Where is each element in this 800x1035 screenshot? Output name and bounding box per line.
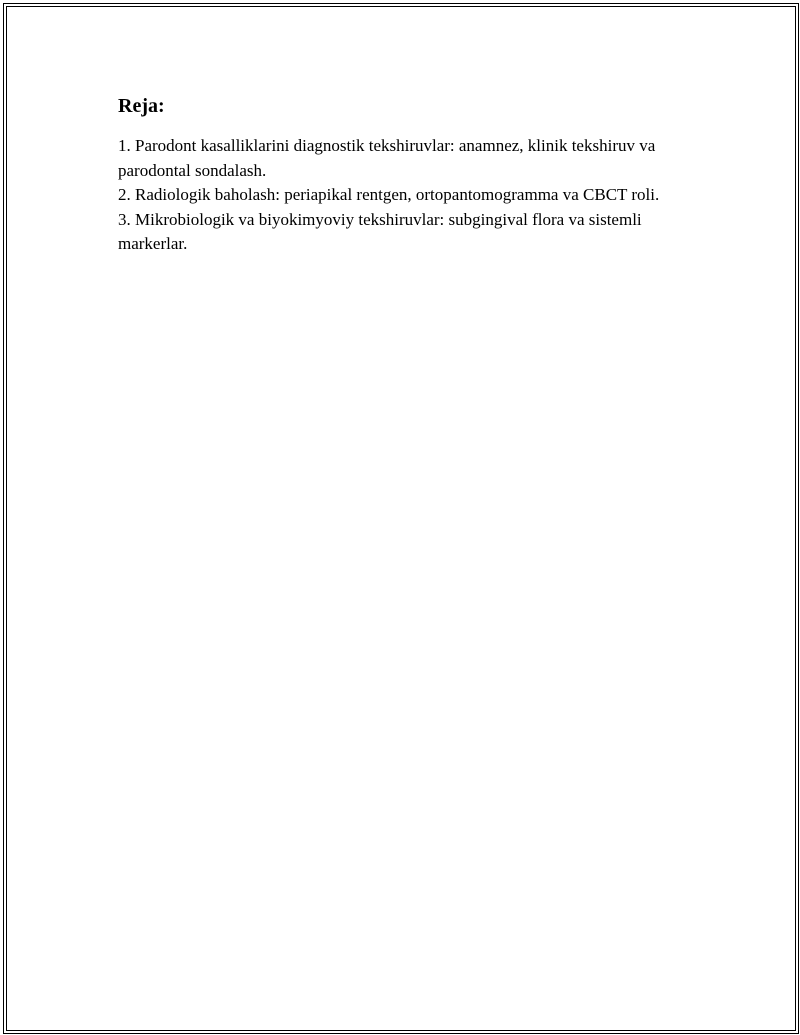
document-body bbox=[118, 94, 698, 257]
plan-list bbox=[118, 134, 698, 257]
plan-item-2: 2. Radiologik baholash: periapikal rentgen, ortopantomogramma va CBCT roli. bbox=[118, 185, 660, 204]
plan-item-1: 1. Parodont kasalliklarini diagnostik tekshiruvlar: anamnez, klinik tekshiruv va parodontal sondalash. bbox=[118, 136, 656, 180]
plan-item-3: 3. Mikrobiologik va biyokimyoviy tekshiruvlar: subgingival flora va sistemli markerlar. bbox=[118, 209, 642, 253]
plan-heading: Reja: bbox=[118, 95, 165, 117]
